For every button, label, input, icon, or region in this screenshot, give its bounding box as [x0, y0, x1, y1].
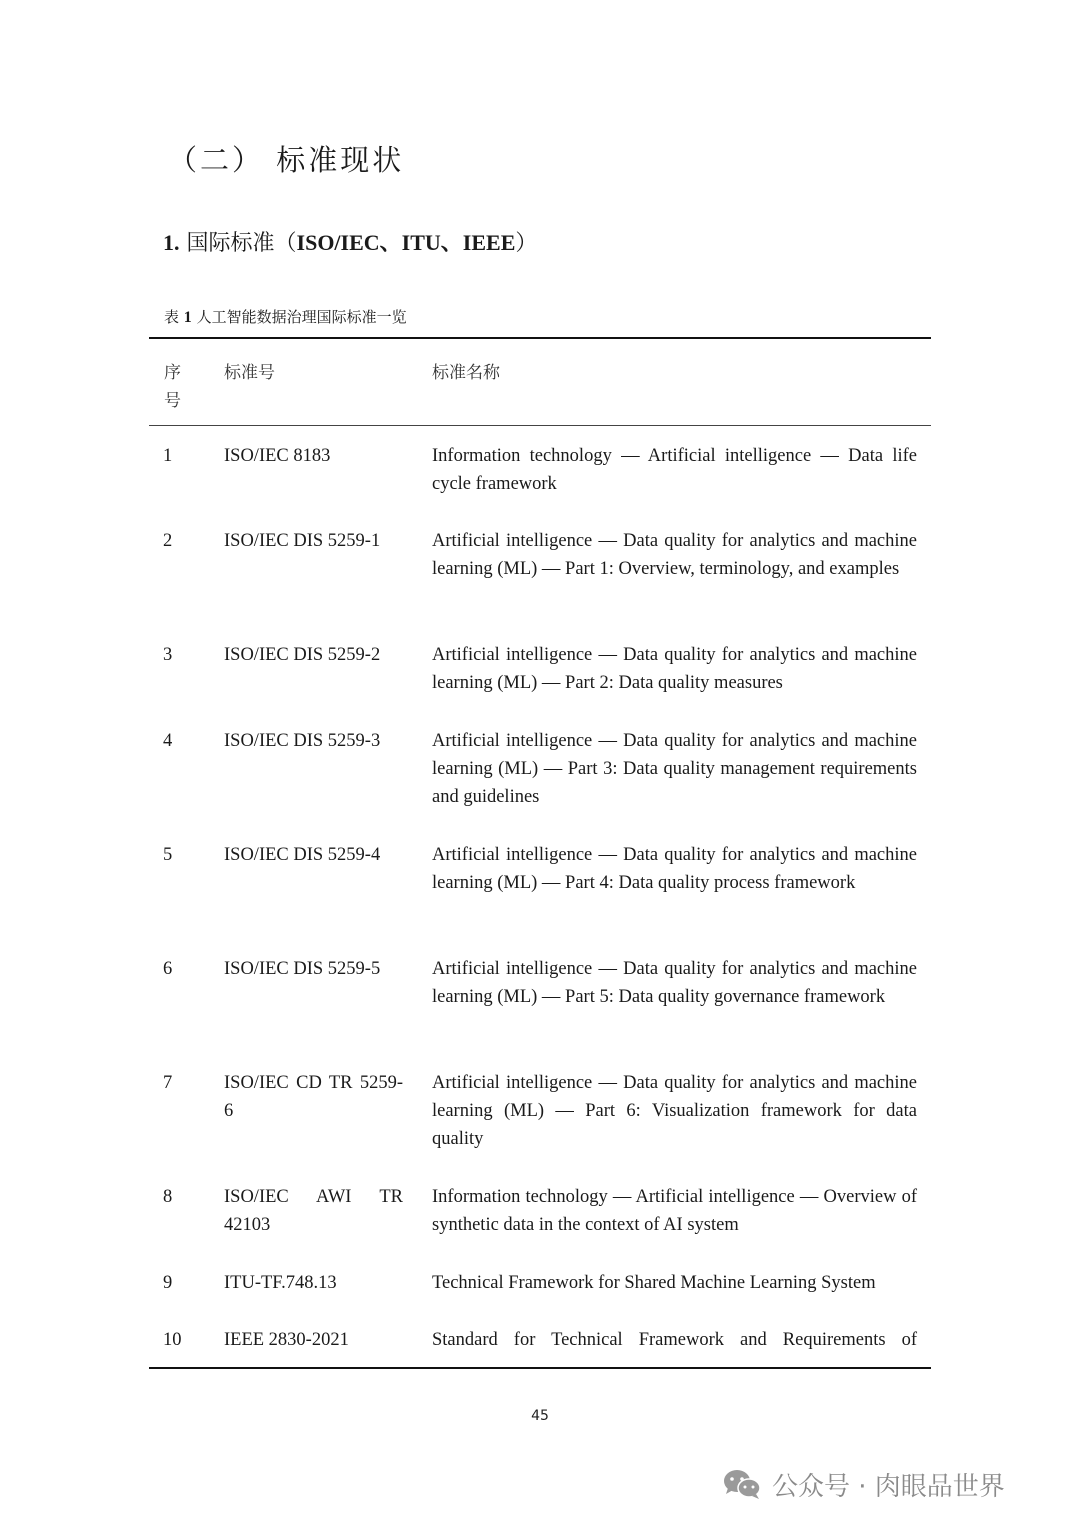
- row-code: ITU-TF.748.13: [224, 1273, 337, 1293]
- standards-table: [149, 337, 931, 1369]
- header-index: 序号: [164, 363, 181, 411]
- row-code: IEEE 2830-2021: [224, 1330, 349, 1350]
- row-code: ISO/IEC AWI TR 42103: [224, 1187, 403, 1235]
- row-name: Technical Framework for Shared Machine Learning System: [432, 1273, 876, 1293]
- caption-number: 1: [183, 309, 192, 326]
- row-code: ISO/IEC CD TR 5259-6: [224, 1073, 403, 1121]
- row-code: ISO/IEC DIS 5259-1: [224, 531, 381, 551]
- table-row: [149, 426, 931, 511]
- row-name: Information technology — Artificial intelligence — Data life cycle framework: [432, 446, 917, 494]
- row-index: 1: [163, 446, 173, 466]
- table-caption: [164, 306, 407, 327]
- table-row: [149, 625, 931, 711]
- sub-heading-number: 1.: [163, 230, 180, 255]
- wechat-icon: [722, 1468, 762, 1500]
- row-name: Artificial intelligence — Data quality for analytics and machine learning (ML) — Part 2: Data quality measures: [432, 645, 917, 693]
- row-index: 10: [163, 1330, 182, 1350]
- row-index: 9: [163, 1273, 173, 1293]
- section-heading: （二） 标准现状: [168, 143, 405, 177]
- header-standard-name: 标准名称: [432, 363, 500, 383]
- table-row: [149, 1167, 931, 1253]
- row-code: ISO/IEC 8183: [224, 446, 331, 466]
- caption-label: 表: [164, 308, 180, 326]
- row-code: ISO/IEC DIS 5259-5: [224, 959, 381, 979]
- caption-title: 人工智能数据治理国际标准一览: [196, 308, 407, 326]
- row-index: 5: [163, 845, 173, 865]
- row-name: Artificial intelligence — Data quality for analytics and machine learning (ML) — Part 3: Data quality management requirements and guidelines: [432, 731, 917, 807]
- sub-heading-suffix: ）: [515, 231, 538, 256]
- watermark: [722, 1466, 1005, 1502]
- table-row: [149, 825, 931, 939]
- header-standard-code: 标准号: [224, 363, 275, 383]
- row-name: Artificial intelligence — Data quality for analytics and machine learning (ML) — Part 6: Visualization framework for data quality: [432, 1073, 917, 1149]
- row-index: 8: [163, 1187, 173, 1207]
- sub-heading-orgs: ISO/IEC、ITU、IEEE: [296, 230, 516, 255]
- row-code: ISO/IEC DIS 5259-4: [224, 845, 381, 865]
- watermark-text: 公众号 · 肉眼品世界: [772, 1471, 1005, 1502]
- row-index: 2: [163, 531, 173, 551]
- row-name: Artificial intelligence — Data quality for analytics and machine learning (ML) — Part 5: Data quality governance framework: [432, 959, 917, 1007]
- table-row: [149, 1310, 931, 1367]
- table-row: [149, 1253, 931, 1310]
- row-index: 7: [163, 1073, 173, 1093]
- row-name: Artificial intelligence — Data quality for analytics and machine learning (ML) — Part 4: Data quality process framework: [432, 845, 917, 893]
- row-index: 3: [163, 645, 173, 665]
- row-name: Artificial intelligence — Data quality for analytics and machine learning (ML) — Part 1: Overview, terminology, and examples: [432, 531, 917, 579]
- row-code: ISO/IEC DIS 5259-2: [224, 645, 381, 665]
- table-row: [149, 939, 931, 1053]
- row-code: ISO/IEC DIS 5259-3: [224, 731, 381, 751]
- table-row: [149, 511, 931, 625]
- table-row: [149, 1053, 931, 1167]
- row-index: 4: [163, 731, 173, 751]
- row-index: 6: [163, 959, 173, 979]
- table-row: [149, 711, 931, 825]
- row-name: Standard for Technical Framework and Requirements of: [432, 1330, 917, 1350]
- page-number: 45: [531, 1408, 549, 1424]
- row-name: Information technology — Artificial intelligence — Overview of synthetic data in the context of AI system: [432, 1187, 917, 1235]
- sub-heading-prefix: 国际标准（: [186, 231, 297, 256]
- sub-heading: [163, 226, 537, 257]
- table-header: [149, 339, 931, 426]
